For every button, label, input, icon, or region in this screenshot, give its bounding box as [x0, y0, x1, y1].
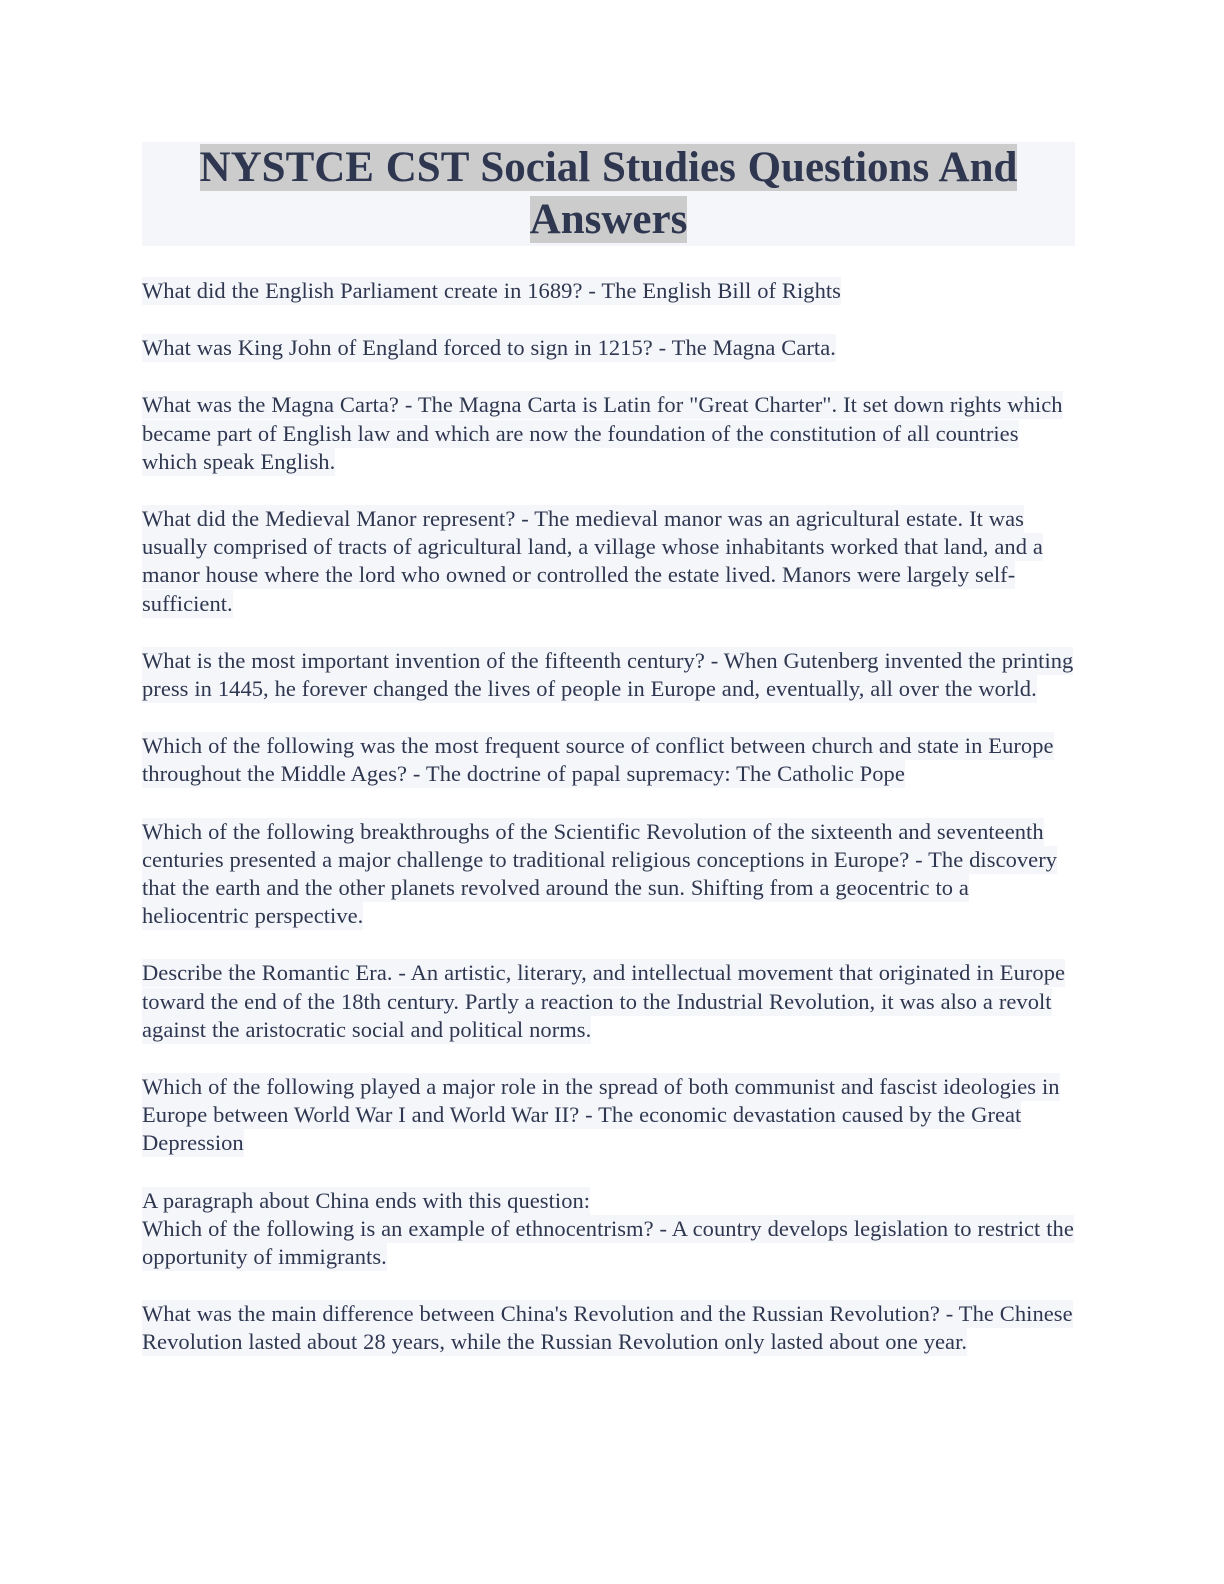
qa-paragraph	[142, 959, 1078, 1044]
qa-paragraph	[142, 647, 1078, 703]
qa-paragraph	[142, 391, 1078, 476]
page-title-text: NYSTCE CST Social Studies Questions And Answers	[199, 144, 1018, 243]
qa-paragraph-text: What did the English Parliament create in 1689? - The English Bill of Rights	[142, 278, 841, 303]
qa-paragraph-text: Which of the following played a major role in the spread of both communist and fascist ideologies in Europe between World War I and World War II? - The economic devastation caused by the Great Depression	[142, 1074, 1060, 1156]
page-title	[142, 142, 1075, 246]
qa-paragraph-text: Describe the Romantic Era. - An artistic, literary, and intellectual movement that originated in Europe toward the end of the 18th century. Partly a reaction to the Industrial Revolution, it was also a revolt against the aristocratic social and political norms.	[142, 960, 1066, 1042]
qa-paragraph-text: What is the most important invention of the fifteenth century? - When Gutenberg invented the printing press in 1445, he forever changed the lives of people in Europe and, eventually, all over the world.	[142, 647, 1074, 702]
qa-paragraph	[142, 334, 1078, 362]
qa-paragraph	[142, 505, 1078, 618]
qa-paragraph-text: What was the Magna Carta? - The Magna Carta is Latin for "Great Charter". It set down rights which became part of English law and which are now the foundation of the constitution of all countries which speak English.	[142, 392, 1063, 474]
qa-paragraph-text: What did the Medieval Manor represent? - The medieval manor was an agricultural estate. It was usually comprised of tracts of agricultural land, a village whose inhabitants worked that land, and a manor house where the lord who owned or controlled the estate lived. Manors were largely self-sufficient.	[142, 506, 1043, 616]
qa-paragraph	[142, 277, 1078, 305]
qa-paragraph	[142, 818, 1078, 931]
document-body	[142, 277, 1078, 1357]
qa-paragraph	[142, 732, 1078, 788]
qa-paragraph-text: Which of the following is an example of ethnocentrism? - A country develops legislation to restrict the opportunity of immigrants.	[142, 1215, 1074, 1270]
qa-paragraph-text: Which of the following breakthroughs of the Scientific Revolution of the sixteenth and seventeenth centuries presented a major challenge to traditional religious conceptions in Europe? - The discovery that the earth and the other planets revolved around the sun. Shifting from a geocentric to a heliocentric perspective.	[142, 818, 1058, 929]
qa-paragraph-intro: A paragraph about China ends with this question:	[142, 1187, 591, 1213]
qa-paragraph	[142, 1073, 1078, 1158]
qa-paragraph-text: Which of the following was the most frequent source of conflict between church and state in Europe throughout the Middle Ages? - The doctrine of papal supremacy: The Catholic Pope	[142, 733, 1054, 787]
qa-paragraph	[142, 1300, 1078, 1356]
qa-paragraph-text: What was the main difference between China's Revolution and the Russian Revolution? - The Chinese Revolution lasted about 28 years, while the Russian Revolution only lasted about one year.	[142, 1301, 1073, 1355]
qa-paragraph	[142, 1187, 1078, 1272]
qa-paragraph-text: What was King John of England forced to sign in 1215? - The Magna Carta.	[142, 335, 836, 361]
